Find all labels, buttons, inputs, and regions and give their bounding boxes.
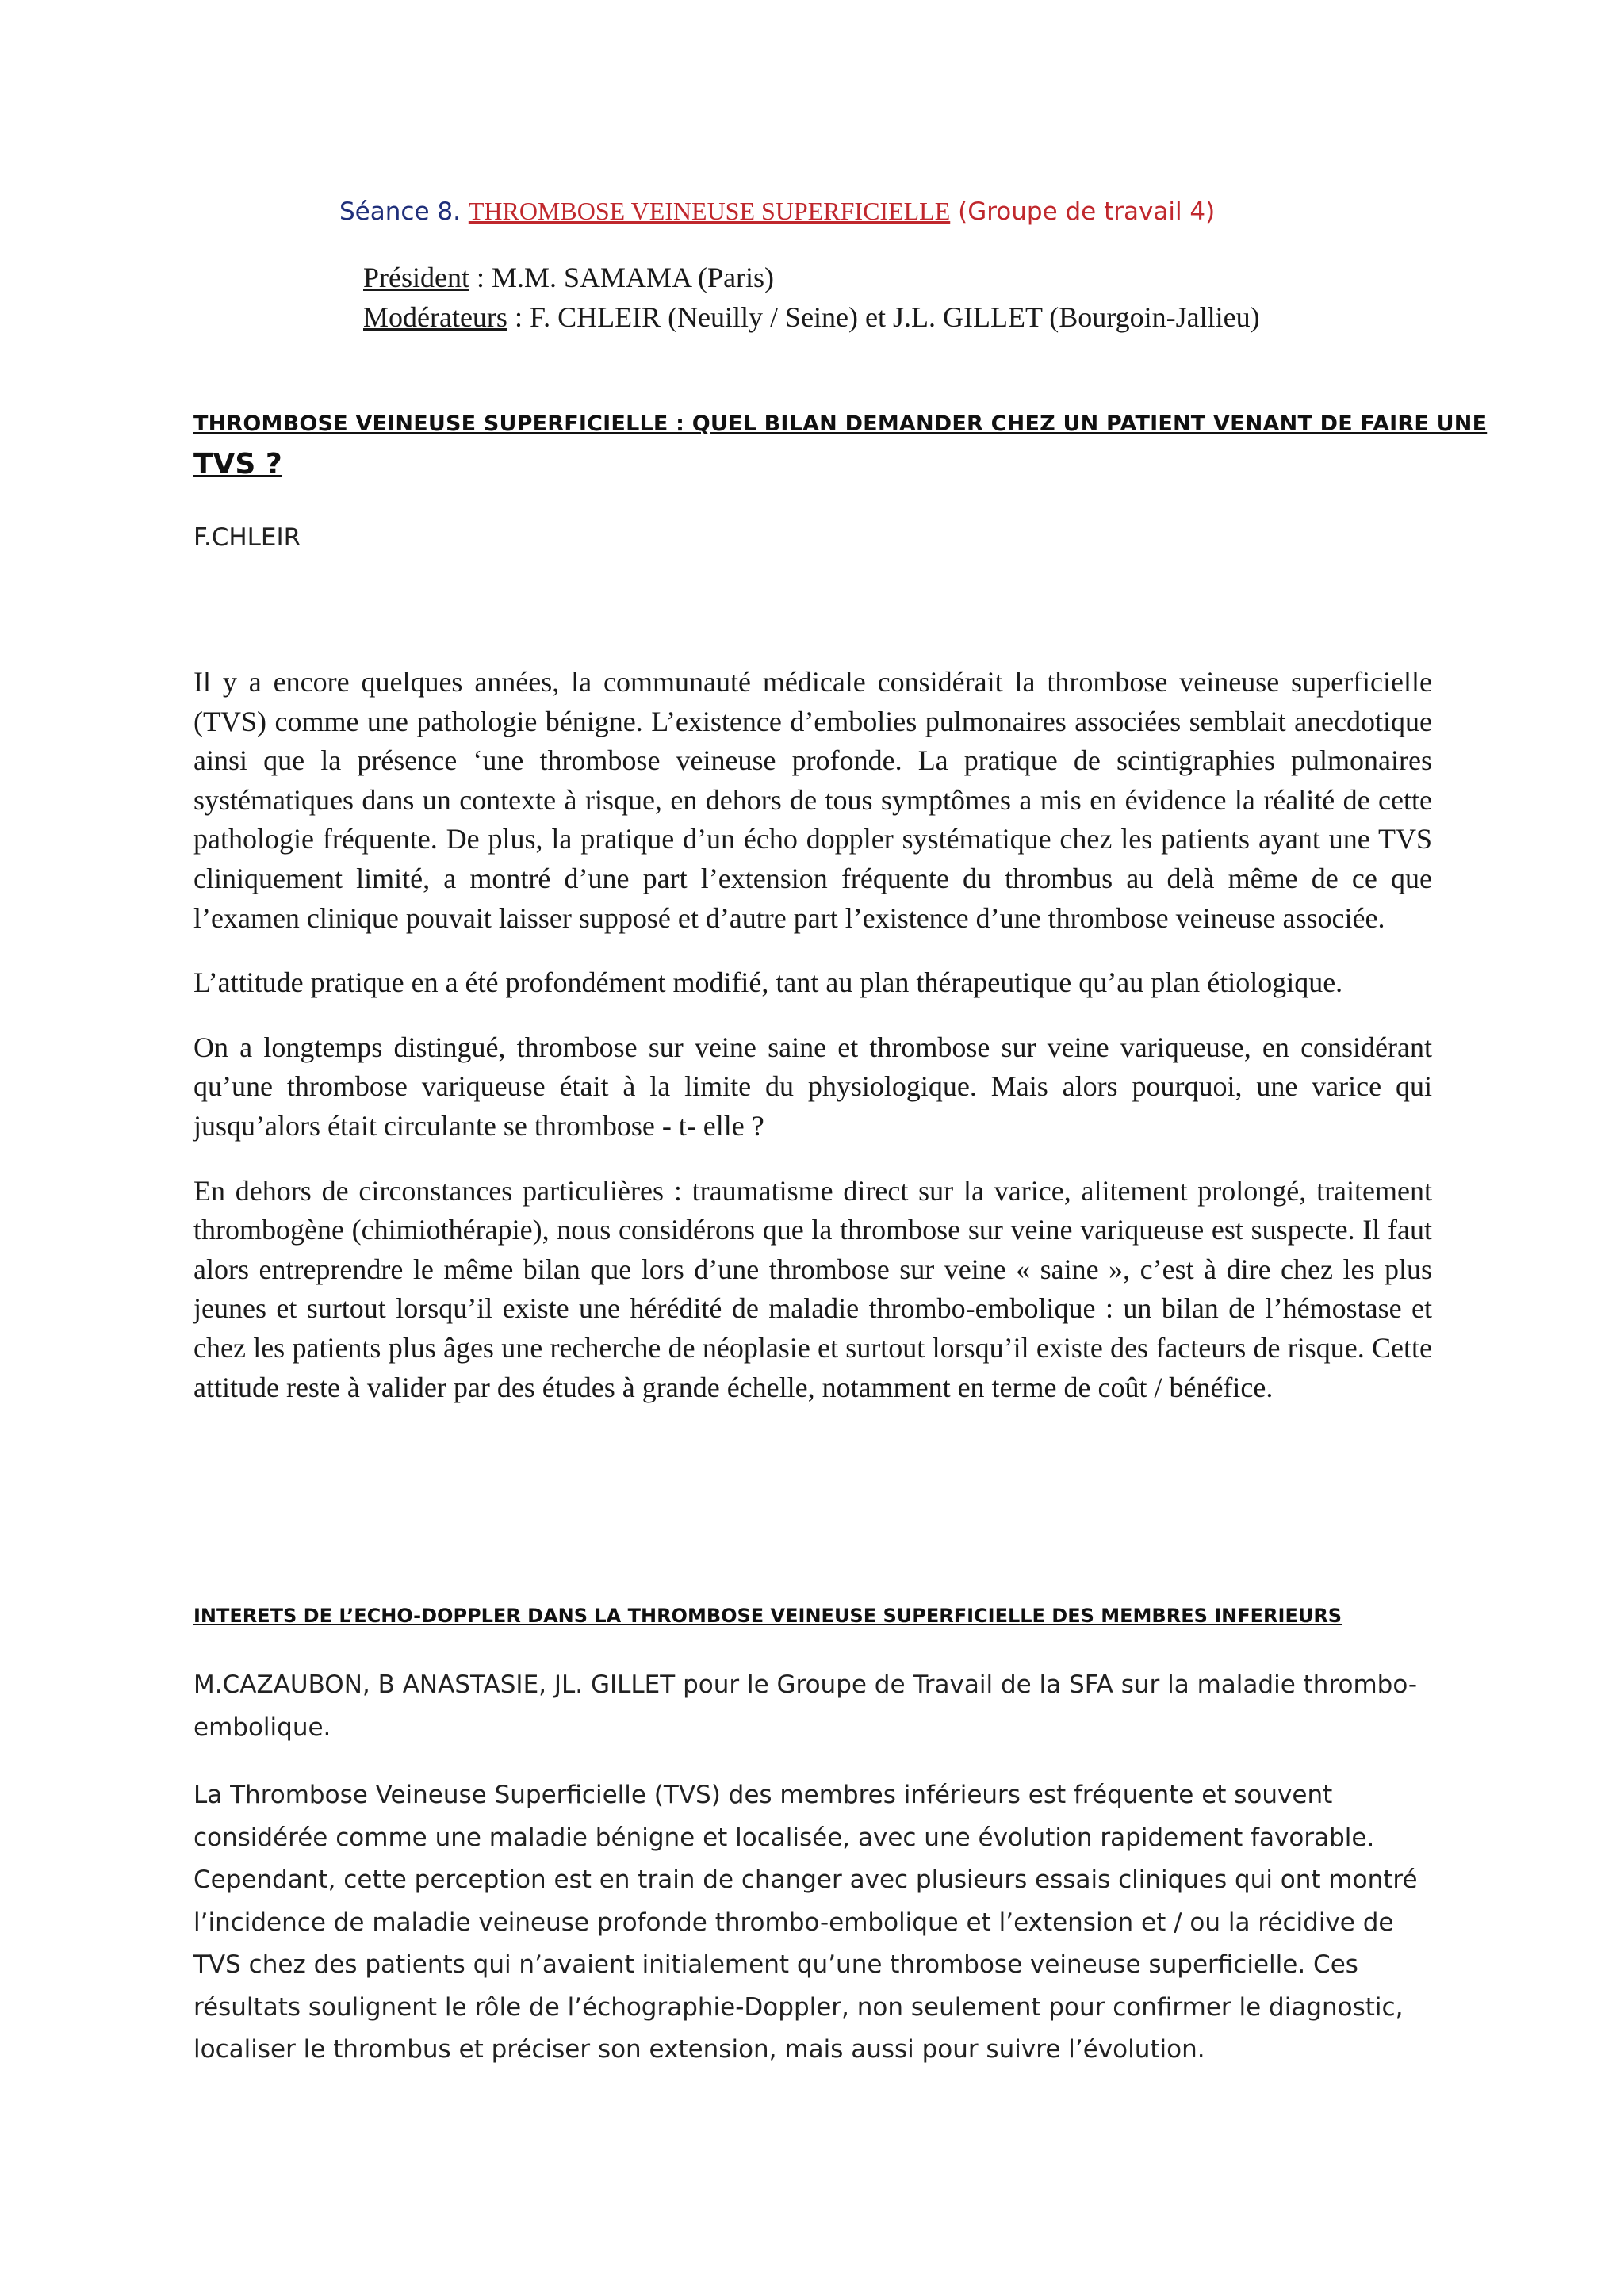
moderators-value: : F. CHLEIR (Neuilly / Seine) et J.L. GILLET (Bourgoin-Jallieu) <box>507 301 1260 333</box>
article1-title-line2: TVS ? <box>193 448 282 480</box>
moderators-label: Modérateurs <box>363 301 508 333</box>
president-value: : M.M. SAMAMA (Paris) <box>469 262 775 293</box>
article2-body <box>193 1774 1431 2072</box>
article2-title: INTERETS DE L’ECHO-DOPPLER DANS LA THROMBOSE VEINEUSE SUPERFICIELLE DES MEMBRES INFERIEURS <box>193 1605 1342 1627</box>
article1-paragraph: L’attitude pratique en a été profondément modifié, tant au plan thérapeutique qu’au plan étiologique. <box>193 966 1343 999</box>
session-heading <box>339 193 1215 230</box>
article1-title-line1: THROMBOSE VEINEUSE SUPERFICIELLE : QUEL BILAN DEMANDER CHEZ UN PATIENT VENANT DE FAIRE UNE <box>193 411 1488 436</box>
article1-author: F.CHLEIR <box>193 523 301 552</box>
article2-authors: M.CAZAUBON, B ANASTASIE, JL. GILLET pour le Groupe de Travail de la SFA sur la maladie thrombo-embolique. <box>193 1670 1418 1742</box>
moderators-line <box>363 297 1260 337</box>
session-group: (Groupe de travail 4) <box>958 197 1216 226</box>
chairs-block <box>363 258 1260 337</box>
president-label: Président <box>363 262 469 293</box>
article1-body <box>193 663 1432 1433</box>
article2-paragraph: La Thrombose Veineuse Superficielle (TVS) des membres inférieurs est fréquente et souvent considérée comme une maladie bénigne et localisée, avec une évolution rapidement favorable. Cependant, cette perception est en train de changer avec plusieurs essais cliniques qui ont montré l’incidence de maladie veineuse profonde thrombo-embolique et l’extension et / ou la récidive de TVS chez des patients qui n’avaient initialement qu’une thrombose veineuse superficielle. Ces résultats soulignent le rôle de l’échographie-Doppler, non seulement pour confirmer le diagnostic, localiser le thrombus et préciser son extension, mais aussi pour suivre l’évolution. <box>193 1781 1418 2064</box>
article1-title <box>193 406 1488 484</box>
article1-paragraph: En dehors de circonstances particulières : traumatisme direct sur la varice, alitement prolongé, traitement thrombogène (chimiothérapie), nous considérons que la thrombose sur veine variqueuse est suspecte. Il faut alors entreprendre le même bilan que lors d’une thrombose sur veine « saine », c’est à dire chez les plus jeunes et surtout lorsqu’il existe une hérédité de maladie thrombo-embolique : un bilan de l’hémostase et chez les patients plus âges une recherche de néoplasie et surtout lorsqu’il existe des facteurs de risque. Cette attitude reste à valider par des études à grande échelle, notamment en terme de coût / bénéfice. <box>193 1174 1432 1403</box>
article1-paragraph: On a longtemps distingué, thrombose sur veine saine et thrombose sur veine variqueuse, en considérant qu’une thrombose variqueuse était à la limite du physiologique. Mais alors pourquoi, une varice qui jusqu’alors était circulante se thrombose - t- elle ? <box>193 1031 1432 1142</box>
session-title: THROMBOSE VEINEUSE SUPERFICIELLE <box>468 197 951 225</box>
session-label: Séance 8. <box>339 197 461 226</box>
article1-paragraph: Il y a encore quelques années, la communauté médicale considérait la thrombose veineuse superficielle (TVS) comme une pathologie bénigne. L’existence d’embolies pulmonaires associées semblait anecdotique ainsi que la présence ‘une thrombose veineuse profonde. La pratique de scintigraphies pulmonaires systématiques dans un contexte à risque, en dehors de tous symptômes a mis en évidence la réalité de cette pathologie fréquente. De plus, la pratique d’un écho doppler systématique chez les patients ayant une TVS cliniquement limité, a montré d’une part l’extension fréquente du thrombus au delà même de ce que l’examen clinique pouvait laisser supposé et d’autre part l’existence d’une thrombose veineuse associée. <box>193 666 1432 934</box>
president-line <box>363 258 1260 297</box>
